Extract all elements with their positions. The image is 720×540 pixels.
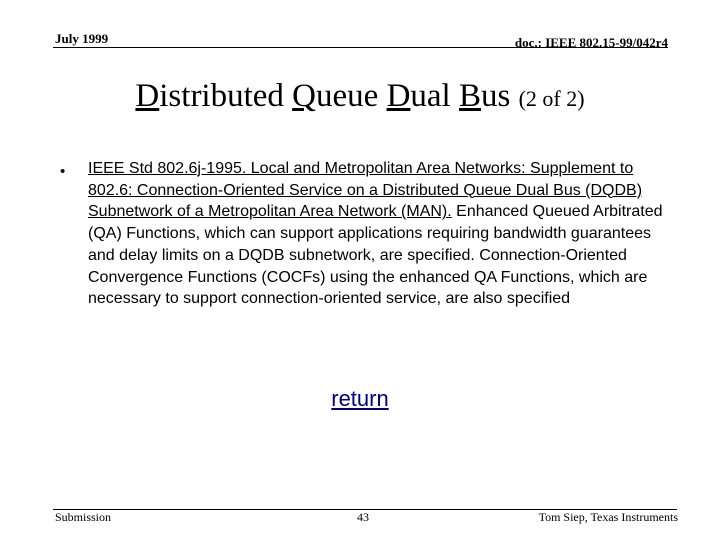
footer-author: Tom Siep, Texas Instruments xyxy=(538,510,678,524)
title-word-queue: ueue xyxy=(316,78,387,114)
title-word-bus: us xyxy=(481,78,519,114)
bullet-paragraph xyxy=(88,158,668,310)
bullet-marker: • xyxy=(60,163,66,180)
return-link[interactable]: return xyxy=(331,386,389,411)
header-doc-id: doc.: IEEE 802.15-99/042r4 xyxy=(514,35,668,50)
standard-description: Enhanced Queued Arbitrated (QA) Functions, which can support applications requiring bandwidth guarantees and delay limits on a DQDB subnetwork, are specified. Connection-Oriented Convergence Functions (COCFs) using the enhanced QA Functions, which are necessary to support connection-oriented service, are also specified xyxy=(88,203,663,308)
title-letter-d2: D xyxy=(386,78,411,114)
footer-page-number: 43 xyxy=(357,510,369,524)
title-word-dual: ual xyxy=(410,78,459,114)
title-page-marker: (2 of 2) xyxy=(518,86,585,111)
title-letter-q: Q xyxy=(292,78,317,114)
title-word-distributed: istributed xyxy=(159,78,293,114)
footer-submission: Submission xyxy=(55,510,112,524)
standard-reference-link[interactable]: IEEE Std 802.6j-1995. Local and Metropolitan Area Networks: Supplement to 802.6: Connection-Oriented Service on a Distributed Queue Dual Bus (DQDB) Subnetwork of a Metropolitan Area Network (MAN). xyxy=(88,160,643,221)
title-letter-b: B xyxy=(458,78,481,114)
header-divider xyxy=(53,47,668,48)
title-letter-d: D xyxy=(135,78,160,114)
header-date: July 1999 xyxy=(55,31,109,46)
slide-title xyxy=(0,78,720,115)
